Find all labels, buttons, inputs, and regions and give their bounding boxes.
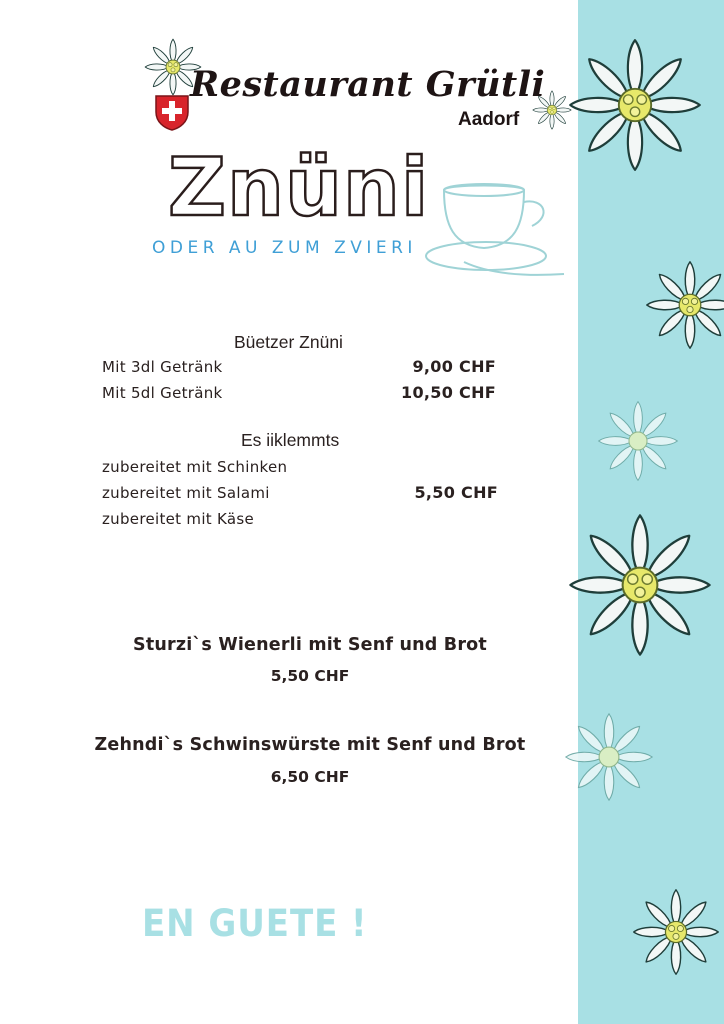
subtitle: ODER AU ZUM ZVIERI — [152, 238, 417, 258]
page-title — [168, 140, 430, 240]
dish-price: 5,50 CHF — [270, 667, 350, 685]
dish-name: Zehndi`s Schwinswürste mit Senf und Brot — [94, 735, 526, 755]
menu-item-label: zubereitet mit Salami — [102, 484, 270, 502]
menu-item-price: 10,50 CHF — [401, 383, 496, 402]
edelweiss-icon — [640, 255, 724, 355]
dish-price: 6,50 CHF — [270, 768, 350, 786]
footer-greeting: EN GUETE ! — [142, 902, 368, 945]
menu-item-price: 9,00 CHF — [412, 357, 496, 376]
menu-title: Znüni — [168, 141, 430, 234]
section-title: Büetzer Znüni — [234, 332, 343, 352]
menu-item-label: Mit 5dl Getränk — [102, 384, 223, 402]
menu-item-label: zubereitet mit Schinken — [102, 458, 288, 476]
edelweiss-icon — [592, 395, 684, 487]
section-title: Es iiklemmts — [241, 430, 340, 450]
edelweiss-icon — [560, 708, 658, 806]
edelweiss-icon — [628, 884, 724, 980]
menu-item-label: Mit 3dl Getränk — [102, 358, 223, 376]
edelweiss-icon — [560, 30, 710, 180]
menu-item-price: 5,50 CHF — [414, 483, 498, 502]
swiss-shield-icon — [152, 92, 192, 132]
dish-name: Sturzi`s Wienerli mit Senf und Brot — [133, 635, 487, 655]
coffee-cup-icon — [424, 176, 574, 286]
menu-item-label: zubereitet mit Käse — [102, 510, 255, 528]
restaurant-name: Restaurant Grütli — [190, 64, 546, 105]
restaurant-town: Aadorf — [458, 109, 520, 130]
